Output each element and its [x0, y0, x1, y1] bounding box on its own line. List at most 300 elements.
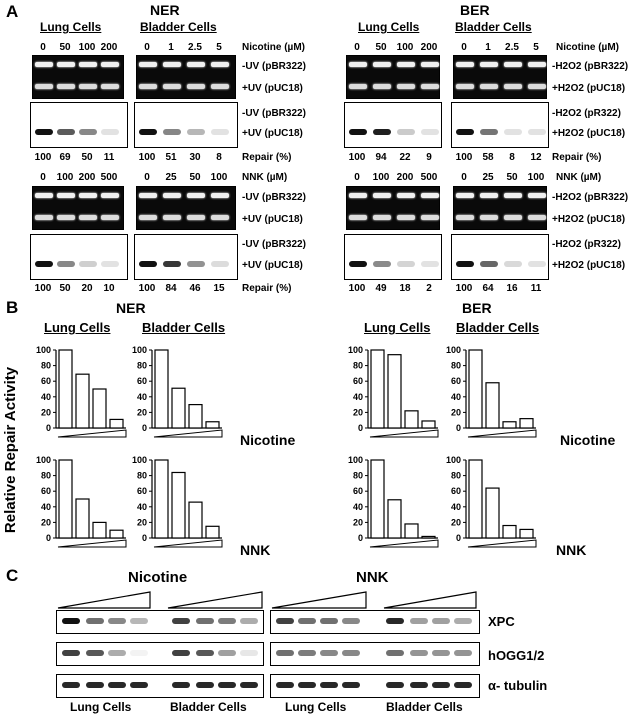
dose-nic-3-2: 2.5 — [505, 42, 519, 53]
y-tick-label: 0 — [455, 533, 461, 543]
y-tick-label: 40 — [352, 391, 363, 402]
ner-nnk-blot-bottom-label: +UV (pUC18) — [242, 260, 303, 271]
b-ner-title: NER — [116, 300, 146, 316]
western-band — [432, 682, 450, 688]
gel-band — [211, 215, 229, 220]
dose-nnk-3-0: 0 — [461, 172, 467, 183]
repair-nic-3-0: 100 — [455, 152, 473, 163]
y-tick-label: 80 — [450, 360, 461, 371]
wedge-nic-lung — [58, 592, 150, 608]
blot-band — [187, 261, 205, 267]
western-band — [172, 650, 190, 656]
blot-band — [79, 129, 97, 135]
blot-band — [139, 129, 157, 135]
gel-band — [480, 215, 498, 220]
bar — [172, 388, 185, 428]
y-tick-label: 100 — [347, 345, 363, 355]
blot-band — [79, 261, 97, 267]
blot-band — [456, 129, 474, 135]
gel-band — [57, 215, 75, 220]
western-band — [108, 650, 126, 656]
bar — [206, 526, 219, 538]
western-band — [240, 650, 258, 656]
gel-band — [35, 62, 53, 67]
panel-a-letter: A — [6, 2, 19, 21]
y-tick-label: 60 — [352, 376, 363, 387]
blot-band — [397, 261, 415, 267]
western-band — [410, 682, 428, 688]
blot-band — [349, 129, 367, 135]
row-label-xpc: XPC — [488, 614, 515, 629]
repair-nnk-0-3: 10 — [103, 283, 115, 294]
western-band — [342, 618, 360, 624]
ner-nnk-gel-bottom-label: +UV (pUC18) — [242, 214, 303, 225]
western-band — [62, 650, 80, 656]
y-tick-label: 60 — [40, 376, 51, 387]
c-bottom-bladder-1: Bladder Cells — [170, 700, 247, 714]
bar — [371, 350, 384, 428]
dose-wedge — [370, 430, 438, 437]
panel-c-letter: C — [6, 566, 19, 585]
y-tick-label: 100 — [131, 345, 147, 355]
western-band — [454, 650, 472, 656]
repair-nnk-3-3: 11 — [530, 283, 542, 294]
y-tick-label: 100 — [445, 345, 461, 355]
y-tick-label: 40 — [40, 391, 51, 402]
ner-nic-repair-label: Repair (%) — [242, 152, 292, 163]
y-tick-label: 60 — [352, 486, 363, 497]
western-band — [386, 618, 404, 624]
y-tick-label: 80 — [40, 360, 51, 371]
y-tick-label: 100 — [35, 455, 51, 465]
y-tick-label: 0 — [455, 423, 461, 433]
bar — [520, 529, 533, 538]
ber-nnk-lung-blot — [344, 234, 442, 280]
ber-nicotine-label: Nicotine (µM) — [556, 42, 619, 53]
y-tick-label: 40 — [136, 501, 147, 512]
repair-nnk-2-0: 100 — [348, 283, 366, 294]
repair-nnk-1-3: 15 — [213, 283, 225, 294]
gel-band — [480, 193, 498, 198]
dose-wedge — [154, 430, 222, 437]
gel-band — [57, 84, 75, 89]
bar — [172, 472, 185, 538]
dose-wedges — [0, 588, 640, 610]
western-band — [130, 682, 148, 688]
b-ber-bladder-title: Bladder Cells — [456, 320, 540, 335]
ber-nnk-label: NNK (µM) — [556, 172, 602, 183]
y-tick-label: 40 — [450, 501, 461, 512]
panel-b-letter: B — [6, 298, 19, 317]
blot-band — [373, 129, 391, 135]
repair-nnk-1-1: 84 — [165, 283, 177, 294]
b-ber-lung-title: Lung Cells — [364, 320, 431, 335]
repair-nnk-0-1: 50 — [59, 283, 71, 294]
gel-band — [79, 84, 97, 89]
gel-band — [79, 62, 97, 67]
gel-band — [397, 193, 415, 198]
gel-band — [373, 84, 391, 89]
blot-band — [163, 261, 181, 267]
blot-band — [187, 129, 205, 135]
western-band — [342, 650, 360, 656]
repair-nic-2-3: 9 — [426, 152, 432, 163]
gel-band — [163, 193, 181, 198]
western-band — [86, 618, 104, 624]
western-band — [320, 618, 338, 624]
b-ner-nnk-label: NNK — [240, 542, 271, 558]
western-band — [410, 650, 428, 656]
ner-nic-blot-bottom-label: +UV (pUC18) — [242, 128, 303, 139]
blot-band — [421, 261, 439, 267]
b-ner-nicotine-label: Nicotine — [240, 432, 296, 448]
gel-band — [528, 62, 546, 67]
y-tick-label: 100 — [131, 455, 147, 465]
gel-band — [187, 193, 205, 198]
dose-nic-1-2: 2.5 — [188, 42, 202, 53]
bar — [486, 383, 499, 428]
repair-nic-3-1: 58 — [482, 152, 494, 163]
ber-nic-repair-label: Repair (%) — [552, 152, 602, 163]
row-label-tubulin: α- tubulin — [488, 678, 548, 693]
repair-nic-0-3: 11 — [103, 152, 115, 163]
dose-nnk-2-1: 100 — [372, 172, 390, 183]
dose-nic-3-3: 5 — [533, 42, 539, 53]
bar-charts — [0, 330, 640, 570]
western-band — [276, 682, 294, 688]
western-band — [196, 682, 214, 688]
western-band — [298, 682, 316, 688]
repair-nic-3-3: 12 — [530, 152, 542, 163]
ner-nnk-label: NNK (µM) — [242, 172, 288, 183]
blot-band — [349, 261, 367, 267]
gel-band — [187, 215, 205, 220]
blot-band — [101, 261, 119, 267]
blot-band — [480, 129, 498, 135]
bar — [59, 350, 72, 428]
dose-nic-0-3: 200 — [100, 42, 118, 53]
blot-band — [421, 129, 439, 135]
gel-band — [528, 215, 546, 220]
c-nnk-title: NNK — [356, 569, 389, 586]
western-band — [410, 618, 428, 624]
blot-band — [528, 261, 546, 267]
gel-band — [57, 193, 75, 198]
ber-nic-blot-top-label: -H2O2 (pR322) — [552, 108, 621, 119]
dose-nnk-0-3: 500 — [100, 172, 118, 183]
ner-nic-gel-bottom-label: +UV (pUC18) — [242, 83, 303, 94]
gel-band — [57, 62, 75, 67]
gel-band — [504, 193, 522, 198]
ner-nnk-lung-blot — [30, 234, 128, 280]
gel-band — [35, 84, 53, 89]
y-tick-label: 40 — [450, 391, 461, 402]
gel-band — [456, 84, 474, 89]
repair-nic-2-0: 100 — [348, 152, 366, 163]
repair-nnk-3-2: 16 — [506, 283, 518, 294]
blot-band — [504, 129, 522, 135]
ner-nic-lung-blot — [30, 102, 128, 148]
y-tick-label: 100 — [445, 455, 461, 465]
gel-band — [139, 84, 157, 89]
ner-nicotine-label: Nicotine (µM) — [242, 42, 305, 53]
ber-nic-bladder-title: Bladder Cells — [455, 20, 532, 34]
y-tick-label: 60 — [450, 376, 461, 387]
gel-band — [349, 84, 367, 89]
dose-nic-1-0: 0 — [144, 42, 150, 53]
western-band — [432, 618, 450, 624]
gel-band — [504, 62, 522, 67]
western-band — [454, 682, 472, 688]
bar — [76, 374, 89, 428]
y-tick-label: 20 — [450, 407, 461, 418]
western-band — [218, 618, 236, 624]
western-band — [62, 618, 80, 624]
gel-band — [163, 215, 181, 220]
bar — [110, 530, 123, 538]
gel-band — [456, 62, 474, 67]
dose-nnk-3-1: 25 — [482, 172, 494, 183]
ber-nnk-blot-bottom-label: +H2O2 (pUC18) — [552, 260, 626, 271]
western-band — [276, 618, 294, 624]
western-band — [130, 618, 148, 624]
y-tick-label: 100 — [347, 455, 363, 465]
gel-band — [456, 193, 474, 198]
gel-band — [528, 193, 546, 198]
bar — [76, 499, 89, 538]
ner-nic-gel-top-label: -UV (pBR322) — [242, 61, 306, 72]
gel-band — [139, 62, 157, 67]
y-tick-label: 80 — [352, 470, 363, 481]
y-tick-label: 20 — [40, 407, 51, 418]
ner-nic-bladder-title: Bladder Cells — [140, 20, 217, 34]
dose-nnk-2-0: 0 — [354, 172, 360, 183]
bar — [422, 421, 435, 428]
gel-band — [421, 193, 439, 198]
gel-band — [504, 215, 522, 220]
western-band — [298, 650, 316, 656]
b-ner-lung-title: Lung Cells — [44, 320, 111, 335]
western-band — [240, 618, 258, 624]
bar — [93, 522, 106, 538]
blot-band — [57, 129, 75, 135]
repair-nnk-3-0: 100 — [455, 283, 473, 294]
western-band — [276, 650, 294, 656]
gel-band — [101, 215, 119, 220]
gel-band — [211, 193, 229, 198]
blot-band — [101, 129, 119, 135]
bar — [110, 419, 123, 428]
western-band — [386, 650, 404, 656]
dose-nnk-2-3: 500 — [420, 172, 438, 183]
dose-nic-2-3: 200 — [420, 42, 438, 53]
dose-nnk-3-2: 50 — [506, 172, 518, 183]
blot-band — [397, 129, 415, 135]
western-band — [320, 650, 338, 656]
repair-nic-0-0: 100 — [34, 152, 52, 163]
blot-band — [528, 129, 546, 135]
blot-band — [373, 261, 391, 267]
y-tick-label: 60 — [136, 486, 147, 497]
repair-nic-1-2: 30 — [189, 152, 201, 163]
dose-nic-0-2: 100 — [78, 42, 96, 53]
ber-nic-gel-top-label: -H2O2 (pBR322) — [552, 61, 629, 72]
ner-title: NER — [150, 2, 180, 18]
b-ber-nnk-label: NNK — [556, 542, 587, 558]
dose-nnk-2-2: 200 — [396, 172, 414, 183]
repair-nic-1-0: 100 — [138, 152, 156, 163]
ner-nnk-blot-top-label: -UV (pBR322) — [242, 239, 306, 250]
y-tick-label: 40 — [136, 391, 147, 402]
western-band — [320, 682, 338, 688]
bar — [93, 389, 106, 428]
dose-nic-3-1: 1 — [485, 42, 491, 53]
gel-band — [373, 193, 391, 198]
repair-nnk-2-1: 49 — [375, 283, 387, 294]
gel-band — [397, 84, 415, 89]
bar — [206, 422, 219, 428]
western-band — [108, 618, 126, 624]
y-tick-label: 20 — [136, 517, 147, 528]
western-band — [172, 682, 190, 688]
y-tick-label: 0 — [357, 423, 363, 433]
y-tick-label: 80 — [450, 470, 461, 481]
dose-nnk-1-3: 100 — [210, 172, 228, 183]
bar — [422, 536, 435, 538]
c-bottom-lung-1: Lung Cells — [70, 700, 132, 714]
row-label-hogg: hOGG1/2 — [488, 648, 545, 663]
wedge-nnk-lung — [272, 592, 366, 608]
repair-nnk-1-2: 46 — [189, 283, 201, 294]
western-band — [86, 650, 104, 656]
bar — [388, 355, 401, 428]
western-band — [62, 682, 80, 688]
bar — [189, 405, 202, 428]
blot-band — [163, 129, 181, 135]
dose-nic-3-0: 0 — [461, 42, 467, 53]
ner-nic-bladder-blot — [134, 102, 238, 148]
bar — [503, 422, 516, 428]
blot-band — [480, 261, 498, 267]
gel-band — [373, 62, 391, 67]
ber-nic-gel-bottom-label: +H2O2 (pUC18) — [552, 83, 626, 94]
gel-band — [139, 215, 157, 220]
y-tick-label: 0 — [357, 533, 363, 543]
y-tick-label: 0 — [45, 423, 51, 433]
gel-band — [456, 215, 474, 220]
bar — [520, 419, 533, 428]
ner-nic-lung-title: Lung Cells — [40, 20, 102, 34]
ner-nnk-bladder-blot — [134, 234, 238, 280]
gel-band — [211, 62, 229, 67]
western-band — [298, 618, 316, 624]
western-band — [218, 650, 236, 656]
dose-nic-2-0: 0 — [354, 42, 360, 53]
ber-nic-lung-title: Lung Cells — [358, 20, 420, 34]
dose-wedge — [154, 540, 222, 547]
y-tick-label: 20 — [352, 407, 363, 418]
gel-band — [480, 84, 498, 89]
dose-nic-2-2: 100 — [396, 42, 414, 53]
bar — [371, 460, 384, 538]
dose-nic-0-0: 0 — [40, 42, 46, 53]
c-bottom-lung-2: Lung Cells — [285, 700, 347, 714]
b-ber-nicotine-label: Nicotine — [560, 432, 616, 448]
ber-nnk-gel-top-label: -H2O2 (pBR322) — [552, 192, 629, 203]
y-tick-label: 80 — [40, 470, 51, 481]
b-ner-bladder-title: Bladder Cells — [142, 320, 226, 335]
y-tick-label: 0 — [141, 423, 147, 433]
y-tick-label: 100 — [35, 345, 51, 355]
dose-nnk-0-0: 0 — [40, 172, 46, 183]
ber-title: BER — [460, 2, 490, 18]
gel-band — [373, 215, 391, 220]
bar — [155, 460, 168, 538]
gel-band — [187, 84, 205, 89]
gel-band — [349, 215, 367, 220]
ner-nnk-repair-label: Repair (%) — [242, 283, 292, 294]
western-band — [218, 682, 236, 688]
western-band — [342, 682, 360, 688]
repair-nnk-3-1: 64 — [482, 283, 494, 294]
repair-nnk-1-0: 100 — [138, 283, 156, 294]
ber-nnk-blot-top-label: -H2O2 (pR322) — [552, 239, 621, 250]
western-band — [86, 682, 104, 688]
repair-nnk-0-0: 100 — [34, 283, 52, 294]
y-tick-label: 0 — [45, 533, 51, 543]
dose-nnk-3-3: 100 — [527, 172, 545, 183]
bar — [503, 526, 516, 538]
dose-nnk-1-0: 0 — [144, 172, 150, 183]
blot-band — [35, 261, 53, 267]
blot-band — [57, 261, 75, 267]
y-tick-label: 0 — [141, 533, 147, 543]
c-bottom-bladder-2: Bladder Cells — [386, 700, 463, 714]
repair-nic-0-2: 50 — [81, 152, 93, 163]
blot-band — [139, 261, 157, 267]
repair-nic-3-2: 8 — [509, 152, 515, 163]
gel-band — [163, 62, 181, 67]
gel-band — [163, 84, 181, 89]
gel-band — [79, 193, 97, 198]
gel-band — [528, 84, 546, 89]
y-tick-label: 80 — [352, 360, 363, 371]
c-nicotine-title: Nicotine — [128, 569, 188, 586]
repair-nnk-2-2: 18 — [399, 283, 411, 294]
y-tick-label: 60 — [136, 376, 147, 387]
repair-nnk-2-3: 2 — [426, 283, 432, 294]
ner-nic-blot-top-label: -UV (pBR322) — [242, 108, 306, 119]
ber-nic-lung-blot — [344, 102, 442, 148]
bar — [388, 500, 401, 538]
dose-wedge — [468, 430, 536, 437]
ber-nnk-gel-bottom-label: +H2O2 (pUC18) — [552, 214, 626, 225]
y-tick-label: 20 — [40, 517, 51, 528]
bar — [486, 488, 499, 538]
gel-band — [187, 62, 205, 67]
western-band — [196, 650, 214, 656]
y-tick-label: 20 — [352, 517, 363, 528]
ber-nic-blot-bottom-label: +H2O2 (pUC18) — [552, 128, 626, 139]
western-band — [130, 650, 148, 656]
y-tick-label: 20 — [450, 517, 461, 528]
repair-nic-1-3: 8 — [216, 152, 222, 163]
y-tick-label: 80 — [136, 470, 147, 481]
dose-nnk-0-1: 100 — [56, 172, 74, 183]
b-ber-title: BER — [462, 300, 492, 316]
repair-nic-0-1: 69 — [59, 152, 71, 163]
ner-nnk-gel-top-label: -UV (pBR322) — [242, 192, 306, 203]
